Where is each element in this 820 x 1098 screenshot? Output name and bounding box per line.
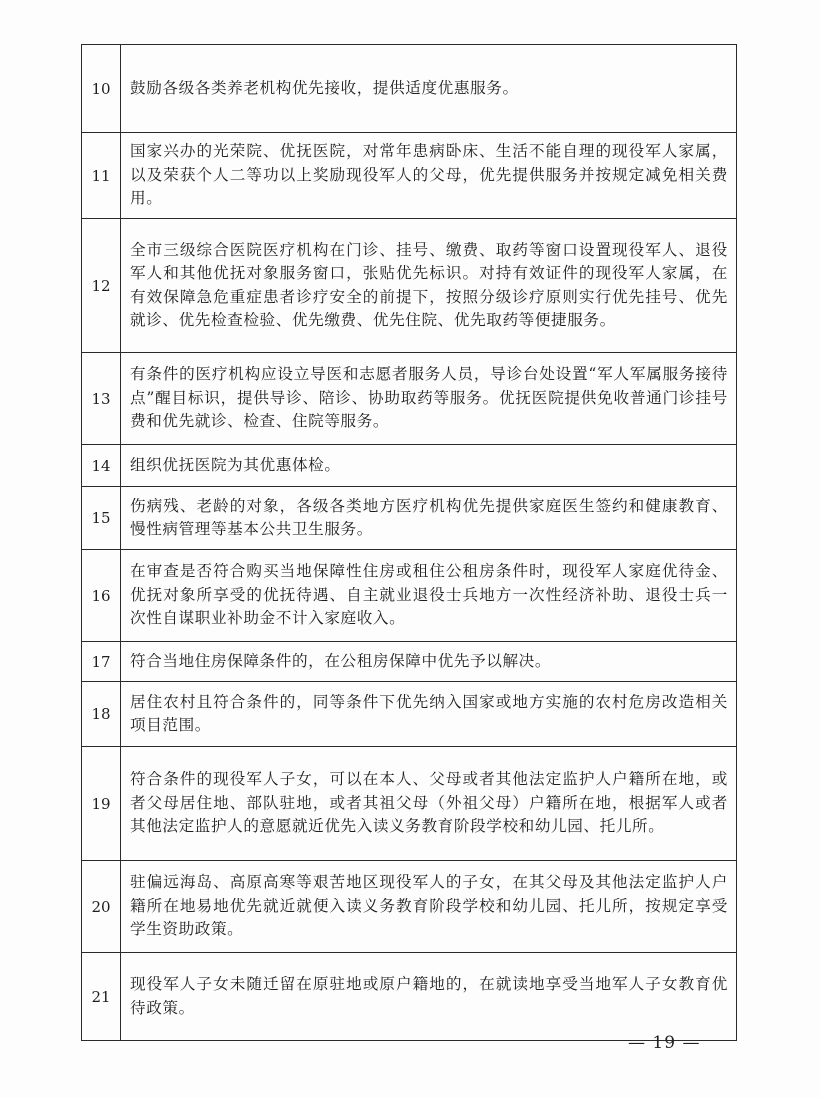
row-number: 11 xyxy=(82,133,121,219)
policy-table xyxy=(81,44,737,1041)
row-number: 19 xyxy=(82,747,121,861)
row-number: 14 xyxy=(82,445,121,487)
table-row xyxy=(82,861,737,953)
table-row xyxy=(82,550,737,642)
row-text: 居住农村且符合条件的，同等条件下优先纳入国家或地方实施的农村危房改造相关项目范围。 xyxy=(121,682,737,747)
row-number: 16 xyxy=(82,550,121,642)
table-row xyxy=(82,682,737,747)
row-text: 组织优抚医院为其优惠体检。 xyxy=(121,445,737,487)
table-row xyxy=(82,953,737,1041)
table-row xyxy=(82,219,737,353)
table-row xyxy=(82,445,737,487)
row-text: 有条件的医疗机构应设立导医和志愿者服务人员，导诊台处设置“军人军属服务接待点”醒目标识，提供导诊、陪诊、协助取药等服务。优抚医院提供免收普通门诊挂号费和优先就诊、检查、住院等服务。 xyxy=(121,353,737,445)
row-text: 符合条件的现役军人子女，可以在本人、父母或者其他法定监护人户籍所在地，或者父母居住地、部队驻地，或者其祖父母（外祖父母）户籍所在地，根据军人或者其他法定监护人的意愿就近优先入读义务教育阶段学校和幼儿园、托儿所。 xyxy=(121,747,737,861)
page-number: — 19 — xyxy=(628,1033,701,1053)
row-number: 15 xyxy=(82,487,121,550)
row-number: 17 xyxy=(82,642,121,682)
row-number: 13 xyxy=(82,353,121,445)
row-text: 伤病残、老龄的对象，各级各类地方医疗机构优先提供家庭医生签约和健康教育、慢性病管理等基本公共卫生服务。 xyxy=(121,487,737,550)
table-row xyxy=(82,133,737,219)
table-row xyxy=(82,353,737,445)
row-text: 驻偏远海岛、高原高寒等艰苦地区现役军人的子女，在其父母及其他法定监护人户籍所在地易地优先就近就便入读义务教育阶段学校和幼儿园、托儿所，按规定享受学生资助政策。 xyxy=(121,861,737,953)
row-text: 国家兴办的光荣院、优抚医院，对常年患病卧床、生活不能自理的现役军人家属，以及荣获个人二等功以上奖励现役军人的父母，优先提供服务并按规定减免相关费用。 xyxy=(121,133,737,219)
row-text: 全市三级综合医院医疗机构在门诊、挂号、缴费、取药等窗口设置现役军人、退役军人和其他优抚对象服务窗口，张贴优先标识。对持有效证件的现役军人家属，在有效保障急危重症患者诊疗安全的前提下，按照分级诊疗原则实行优先挂号、优先就诊、优先检查检验、优先缴费、优先住院、优先取药等便捷服务。 xyxy=(121,219,737,353)
table-row xyxy=(82,747,737,861)
row-text: 鼓励各级各类养老机构优先接收，提供适度优惠服务。 xyxy=(121,45,737,133)
table-row xyxy=(82,487,737,550)
row-number: 20 xyxy=(82,861,121,953)
table-row xyxy=(82,642,737,682)
row-text: 现役军人子女未随迁留在原驻地或原户籍地的，在就读地享受当地军人子女教育优待政策。 xyxy=(121,953,737,1041)
row-number: 21 xyxy=(82,953,121,1041)
row-number: 18 xyxy=(82,682,121,747)
row-text: 在审查是否符合购买当地保障性住房或租住公租房条件时，现役军人家庭优待金、优抚对象所享受的优抚待遇、自主就业退役士兵地方一次性经济补助、退役士兵一次性自谋职业补助金不计入家庭收入。 xyxy=(121,550,737,642)
table-row xyxy=(82,45,737,133)
row-number: 12 xyxy=(82,219,121,353)
row-number: 10 xyxy=(82,45,121,133)
row-text: 符合当地住房保障条件的，在公租房保障中优先予以解决。 xyxy=(121,642,737,682)
